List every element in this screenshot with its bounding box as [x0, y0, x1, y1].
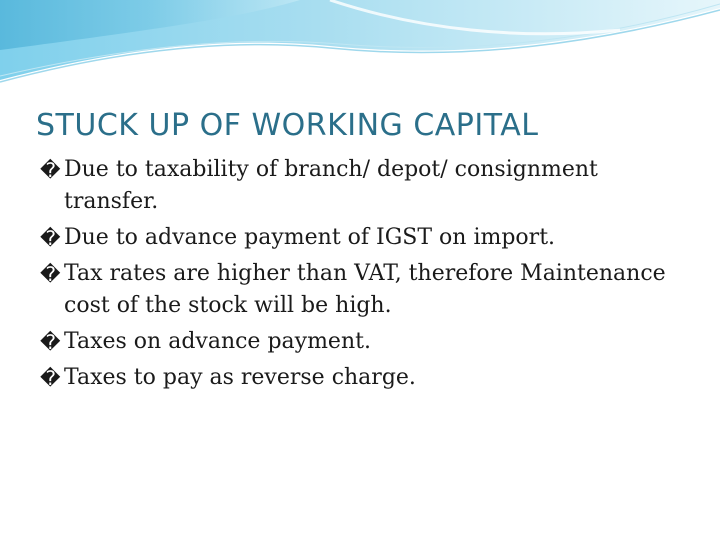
bullet-item [40, 326, 690, 358]
bullet-icon: � [40, 262, 61, 286]
bullet-list [40, 154, 690, 398]
bullet-item [40, 154, 690, 218]
bullet-text: Tax rates are higher than VAT, therefore Maintenance cost of the stock will be high. [64, 261, 666, 318]
bullet-text: Taxes to pay as reverse charge. [64, 365, 416, 390]
bullet-text: Due to advance payment of IGST on import. [64, 225, 556, 250]
bullet-text: Taxes on advance payment. [64, 329, 371, 354]
bullet-icon: � [40, 158, 61, 182]
bullet-item [40, 222, 690, 254]
header-wave-decoration [0, 0, 720, 100]
bullet-icon: � [40, 330, 61, 354]
bullet-icon: � [40, 226, 61, 250]
bullet-icon: � [40, 366, 61, 390]
slide-title: STUCK UP OF WORKING CAPITAL [36, 108, 539, 143]
bullet-text: Due to taxability of branch/ depot/ consignment transfer. [64, 157, 598, 214]
bullet-item [40, 258, 690, 322]
bullet-item [40, 362, 690, 394]
